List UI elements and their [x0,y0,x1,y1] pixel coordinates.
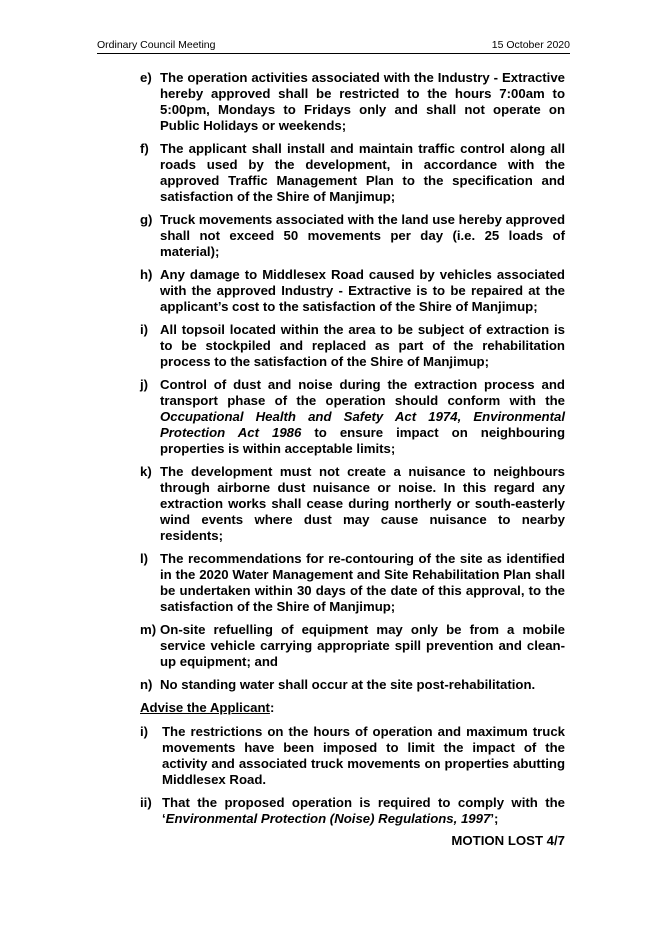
condition-n: n) No standing water shall occur at the site post-rehabilitation. [140,677,536,692]
condition-g: g) Truck movements associated with the land use hereby approved shall not exceed 50 movements per day (i.e. 25 loads of material); [140,212,565,259]
document-body [140,70,565,849]
advice-item-i: i) The restrictions on the hours of operation and maximum truck movements have been imposed to limit the impact of the activity and associated truck movements on properties abutting Middlesex Road. [140,724,565,787]
condition-j: j) Control of dust and noise during the extraction process and transport phase of the operation should conform with the Occupational Health and Safety Act 1974, Environmental Protection Act 1986 to ensure impact on neighbouring properties is within acceptable limits; [140,377,566,456]
page-header [97,39,570,54]
condition-e: e) The operation activities associated with the Industry - Extractive hereby approved shall be restricted to the hours 7:00am to 5:00pm, Mondays to Fridays only and shall not operate on Public Holidays or weekends; [140,70,565,133]
meeting-date: 15 October 2020 [491,39,570,51]
condition-l: l) The recommendations for re-contouring of the site as identified in the 2020 Water Management and Site Rehabilitation Plan shall be undertaken within 30 days of the date of this approval, to the satisfaction of the Shire of Manjimup; [140,551,565,614]
motion-result: MOTION LOST 4/7 [451,833,565,848]
advice-item-ii: ii) That the proposed operation is required to comply with the ‘Environmental Protection (Noise) Regulations, 1997’; [140,795,565,826]
condition-k: k) The development must not create a nuisance to neighbours through airborne dust nuisance or noise. In this regard any extraction works shall cease during northerly or south-easterly wind events where dust may cause nuisance to nearby residents; [140,464,565,543]
condition-h: h) Any damage to Middlesex Road caused by vehicles associated with the approved Industry - Extractive is to be repaired at the applicant’s cost to the satisfaction of the Shire of Manjimup; [140,267,565,314]
advice-heading: Advise the Applicant: [140,700,275,715]
condition-m: m) On-site refuelling of equipment may only be from a mobile service vehicle carrying appropriate spill prevention and clean-up equipment; and [140,622,565,669]
meeting-title: Ordinary Council Meeting [97,39,216,51]
condition-i: i) All topsoil located within the area to be subject of extraction is to be stockpiled and replaced as part of the rehabilitation process to the satisfaction of the Shire of Manjimup; [140,322,565,369]
condition-f: f) The applicant shall install and maintain traffic control along all roads used by the development, in accordance with the approved Traffic Management Plan to the specification and satisfaction of the Shire of Manjimup; [140,141,565,204]
